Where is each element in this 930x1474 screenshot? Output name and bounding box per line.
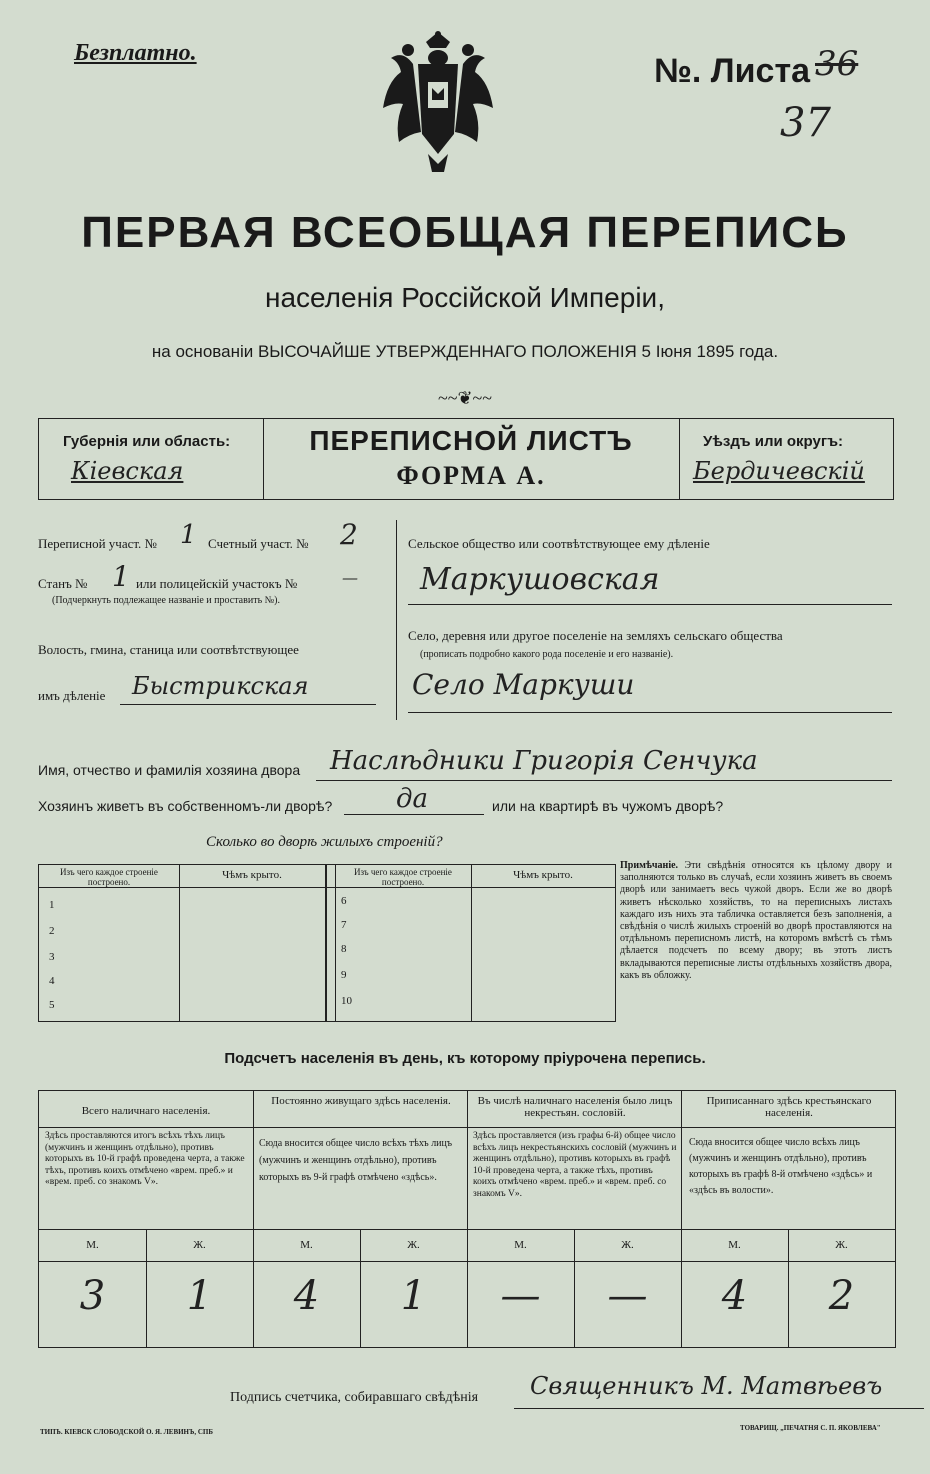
free-label: Безплатно. xyxy=(74,40,197,66)
village-label: Село, деревня или другое поселеніе на земляхъ сельскаго общества xyxy=(408,628,783,643)
row-number: 2 xyxy=(49,925,55,937)
apartment-label: или на квартирѣ въ чужомъ дворѣ? xyxy=(492,798,724,814)
village-note: (прописать подробно какого рода поселеніе и его названіе). xyxy=(420,649,674,660)
row-number: 3 xyxy=(49,951,55,963)
sheet-crossed-number: 36 xyxy=(815,44,859,84)
count-desc-permanent: Сюда вносится общее число всѣхъ тѣхъ лицъ (мужчинъ и женщинъ отдѣльно), противъ которыхъ въ 9-й графѣ отмѣчено «здѣсь». xyxy=(259,1138,453,1183)
row-number: 4 xyxy=(49,975,55,987)
count-value: 2 xyxy=(828,1273,855,1319)
row-number: 5 xyxy=(49,999,55,1011)
count-header-non-peasant: Въ числѣ наличнаго населенія было лицъ некрестьян. сословій. xyxy=(477,1095,673,1119)
signature-value: Священникъ М. Матвѣевъ xyxy=(530,1372,883,1400)
guberniya-label: Губернія или область: xyxy=(63,433,231,450)
uezd-value: Бердичевскій xyxy=(693,457,865,485)
count-desc-non-peasant: Здѣсь проставляется (изъ графы 6-й) общее число всѣхъ лицъ некрестьянскихъ сословій (мужчинъ и женщинъ отдѣльно), противъ которыхъ въ графѣ 10-й проведена черта, а также тѣхъ, противъ коихъ отмѣчено «врем. преб.» и «врем. преб. со знакомъ V». xyxy=(473,1131,677,1199)
count-header-registered: Приписаннаго здѣсь крестьянскаго населенія. xyxy=(706,1095,872,1119)
stan-value: 1 xyxy=(112,560,130,593)
buildings-table xyxy=(38,864,616,1022)
m-label: М. xyxy=(86,1239,99,1251)
signature-label: Подпись счетчика, собиравшаго свѣдѣнія xyxy=(230,1390,479,1405)
count-value: — xyxy=(607,1273,648,1319)
uezd-label: Уѣздъ или округъ: xyxy=(703,433,844,450)
f-label: Ж. xyxy=(835,1239,848,1251)
sheet-title: ПЕРЕПИСНОЙ ЛИСТЪ xyxy=(309,425,633,456)
village-value: Село Маркуши xyxy=(412,668,635,701)
count-district-value: 2 xyxy=(340,518,358,551)
volost-label: Волость, гмина, станица или соотвѣтствующее xyxy=(38,642,299,657)
owner-lives-value: да xyxy=(396,784,428,814)
row-number: 8 xyxy=(341,943,347,955)
count-title: Подсчетъ населенія въ день, къ которому пріурочена перепись. xyxy=(224,1050,706,1067)
m-label: М. xyxy=(300,1239,313,1251)
count-header-permanent: Постоянно живущаго здѣсь населенія. xyxy=(271,1095,451,1107)
count-value: — xyxy=(500,1273,541,1319)
buildings-col1-right: Изъ чего каждое строеніе построено. xyxy=(354,867,452,887)
buildings-col2-left: Чѣмъ крыто. xyxy=(222,869,282,881)
sheet-form: ФОРМА А. xyxy=(396,461,546,490)
printer-left: ТИПЪ. КІЕВСК СЛОБОДСКОЙ О. Я. ЛЕВИНЪ, СПБ xyxy=(40,1428,213,1436)
underline-note: (Подчеркнуть подлежащее названіе и проставить №). xyxy=(52,595,280,606)
police-label: или полицейскій участокъ № xyxy=(136,576,298,591)
society-value: Маркушовская xyxy=(420,562,660,597)
note-block xyxy=(620,860,892,982)
basis-line: на основаніи ВЫСОЧАЙШЕ УТВЕРЖДЕННАГО ПОЛОЖЕНІЯ 5 Іюня 1895 года. xyxy=(151,342,779,361)
owner-value: Наслѣдники Григорія Сенчука xyxy=(330,746,758,776)
society-label: Сельское общество или соотвѣтствующее ему дѣленіе xyxy=(408,536,710,551)
double-headed-eagle-icon xyxy=(378,28,498,178)
m-label: М. xyxy=(514,1239,527,1251)
sheet-label: №. Листа xyxy=(654,52,811,90)
buildings-col2-right: Чѣмъ крыто. xyxy=(513,869,573,881)
row-number: 10 xyxy=(341,995,352,1007)
census-district-label: Переписной участ. № xyxy=(38,536,157,551)
count-value: 1 xyxy=(186,1273,213,1319)
stan-label: Станъ № xyxy=(38,576,88,591)
row-number: 1 xyxy=(49,899,55,911)
owner-lives-label: Хозяинъ живетъ въ собственномъ-ли дворѣ? xyxy=(38,798,333,814)
note-title: Примѣчаніе. xyxy=(620,860,679,871)
owner-label: Имя, отчество и фамилія хозяина двора xyxy=(38,762,301,778)
sheet-number: 37 xyxy=(780,100,831,146)
volost-label-2: имъ дѣленіе xyxy=(38,688,106,703)
row-number: 6 xyxy=(341,895,347,907)
f-label: Ж. xyxy=(407,1239,420,1251)
count-value: 4 xyxy=(721,1273,748,1319)
buildings-question: Сколько во дворѣ жилыхъ строеній? xyxy=(206,834,443,850)
count-value: 3 xyxy=(79,1273,106,1319)
count-desc-total: Здѣсь проставляются итогъ всѣхъ тѣхъ лицъ (мужчинъ и женщинъ отдѣльно), противъ которыхъ въ 10-й графѣ проведена черта, а также тѣхъ, противъ коихъ отмѣчено «врем. преб.» и «врем. преб. со знакомъ V». xyxy=(45,1131,245,1187)
count-header-total: Всего наличнаго населенія. xyxy=(81,1105,211,1117)
count-value: 4 xyxy=(293,1273,320,1319)
ornament-divider: ~~❦~~ xyxy=(437,388,493,408)
census-district-value: 1 xyxy=(180,520,197,550)
page-subtitle: населенія Россійской Имперіи, xyxy=(265,282,665,313)
f-label: Ж. xyxy=(193,1239,206,1251)
form-header-box xyxy=(38,418,894,500)
guberniya-value: Кіевская xyxy=(71,457,184,485)
f-label: Ж. xyxy=(621,1239,634,1251)
page-title: ПЕРВАЯ ВСЕОБЩАЯ ПЕРЕПИСЬ xyxy=(81,208,849,257)
note-text: Эти свѣдѣнія относятся къ цѣлому двору и заполняются только въ случаѣ, если хозяинъ живетъ въ своемъ дворѣ или занимаетъ весь чужой дворъ. Если же во дворѣ живетъ нѣсколько хозяйствъ, то на переписныхъ листахъ каждаго изъ нихъ эта табличка оставляется безъ заполненія, а свѣдѣнія о числѣ жилыхъ строеній во дворѣ проставляются на отдѣльномъ переписномъ листѣ, на которомъ вмѣстѣ съ тѣмъ дѣлается подсчетъ по всему двору; въ этотъ листъ вкладываются переписные листы отдѣльныхъ хозяйствъ двора, какъ въ обложку. xyxy=(620,860,893,981)
count-district-label: Счетный участ. № xyxy=(208,536,309,551)
police-value: — xyxy=(342,568,358,587)
buildings-col1-left: Изъ чего каждое строеніе построено. xyxy=(60,867,158,887)
count-value: 1 xyxy=(400,1273,427,1319)
printer-right: ТОВАРИЩ. „ПЕЧАТНЯ С. П. ЯКОВЛЕВА" xyxy=(740,1424,881,1432)
count-desc-registered: Сюда вносится общее число всѣхъ лицъ (мужчинъ и женщинъ отдѣльно), противъ которыхъ въ графѣ 8-й отмѣчено «здѣсь» и «здѣсь въ волости». xyxy=(689,1137,873,1196)
row-number: 9 xyxy=(341,969,347,981)
count-table xyxy=(38,1090,896,1348)
m-label: М. xyxy=(728,1239,741,1251)
row-number: 7 xyxy=(341,919,347,931)
volost-value: Быстрикская xyxy=(132,672,309,700)
